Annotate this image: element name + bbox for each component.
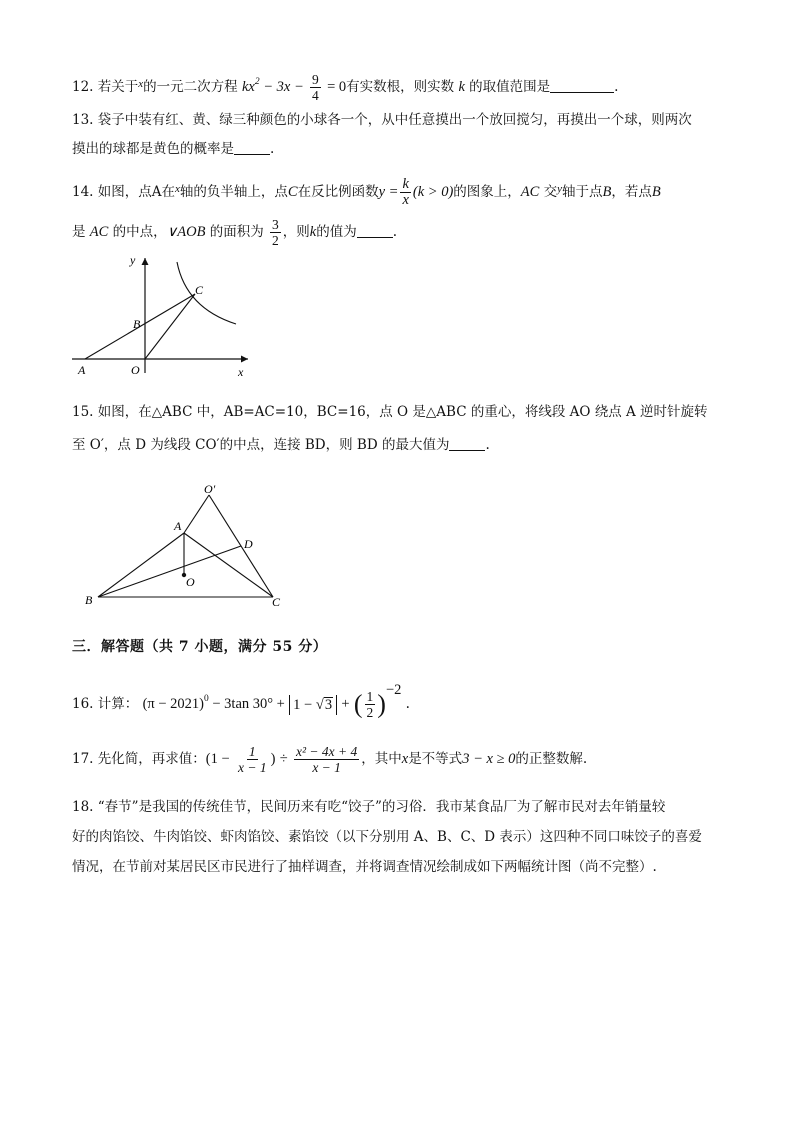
question-18: 18. “春节”是我国的传统佳节，民间历来有吃“饺子”的习俗．我市某食品厂为了解市民对去年销量较 (72, 799, 666, 815)
answer-blank (449, 436, 485, 451)
question-18-line-3: 情况，在节前对某居民区市民进行了抽样调查，并将调查情况绘制成如下两幅统计图（尚不完整）. (72, 859, 657, 875)
label-O: O (186, 575, 195, 589)
segment-AB (98, 533, 184, 597)
label-D: D (244, 537, 253, 551)
fraction: $\frac{3}{2}$ (272, 217, 279, 248)
label-A: A (174, 519, 182, 533)
question-number: 14. (72, 184, 94, 200)
section-heading: 三．解答题（共 7 小题，满分 55 分） (72, 639, 328, 655)
label-A: A (78, 363, 86, 377)
segment-OC (145, 294, 195, 359)
fraction: $\frac{9}{4}$ (312, 72, 319, 103)
question-12: 12. 若关于$^x$的一元二次方程 $kx^2 - 3x$ − $\frac{9}{4}$ = 0有实数根，则实数 k 的取值范围是 . (72, 72, 619, 103)
question-number: 12. (72, 79, 94, 95)
question-16: 16. 计算： $(\pi - 2021)^0 - 3\tan$ 30° + 1 − √3 + ( $\frac{1}{2}$ )$^{-2}$ . (72, 682, 410, 720)
absolute-value: 1 − √3 (289, 695, 337, 715)
segment-AO1 (184, 495, 209, 533)
question-number: 15. (72, 404, 94, 420)
label-B: B (85, 593, 93, 607)
question-14: 14. 如图，点A在$^x$轴的负半轴上，点C在反比例函数y = $\frac{k}{x}$ (k > 0)的图象上，AC 交$^y$轴于点B，若点B (72, 176, 661, 208)
question-13-line-2: 摸出的球都是黄色的概率是 . (72, 141, 275, 157)
question-17: 17. 先化简，再求值：(1 − $\frac{1}{x - 1}$ ) ÷ $\frac{\text{x² − 4x + 4}}{x - 1}$ ，其中x是不等式3 − x ≥ 0的正整数解. (72, 744, 588, 775)
hyperbola-curve (177, 262, 236, 324)
answer-blank (234, 140, 270, 155)
label-O-prime: O′ (204, 482, 216, 496)
question-18-line-2: 好的肉馅饺、牛肉馅饺、虾肉馅饺、素馅饺（以下分别用 A、B、C、D 表示）这四种不同口味饺子的喜爱 (72, 829, 702, 845)
fraction: $\frac{1}{2}$ (366, 689, 374, 720)
segment-AC (184, 533, 273, 597)
question-15-line-2: 至 O′，点 D 为线段 CO′的中点，连接 BD，则 BD 的最大值为 . (72, 437, 490, 453)
answer-blank (550, 78, 614, 93)
question-number: 17. (72, 751, 94, 767)
question-number: 13. (72, 112, 94, 128)
label-C: C (272, 595, 281, 609)
answer-blank (357, 223, 393, 238)
fraction: $\frac{\text{x² − 4x + 4}}{x - 1}$ (295, 744, 358, 775)
label-y: y (130, 253, 136, 267)
equation: $kx^2 - 3x$ − (241, 77, 304, 95)
question-15: 15. 如图，在△ABC 中，AB=AC=10，BC=16，点 O 是△ABC 的重心，将线段 AO 绕点 A 逆时针旋转 (72, 404, 708, 420)
question-number: 16. (72, 696, 94, 712)
question-number: 18. (72, 799, 94, 815)
label-O: O (131, 363, 140, 377)
fraction: $\frac{k}{x}$ (402, 176, 409, 208)
fraction: $\frac{1}{x - 1}$ (237, 744, 267, 775)
figure-q14 (70, 248, 260, 383)
figure-q15 (80, 478, 290, 610)
label-x: x (238, 365, 244, 379)
label-B: B (133, 317, 141, 331)
question-13: 13. 袋子中装有红、黄、绿三种颜色的小球各一个，从中任意摸出一个放回搅匀，再摸出一个球，则两次 (72, 112, 692, 128)
segment-BD (98, 546, 241, 597)
label-C: C (195, 283, 204, 297)
question-14-line-2: 是 AC 的中点，∨AOB 的面积为 $\frac{3}{2}$ ，则k的值为 . (72, 217, 398, 248)
